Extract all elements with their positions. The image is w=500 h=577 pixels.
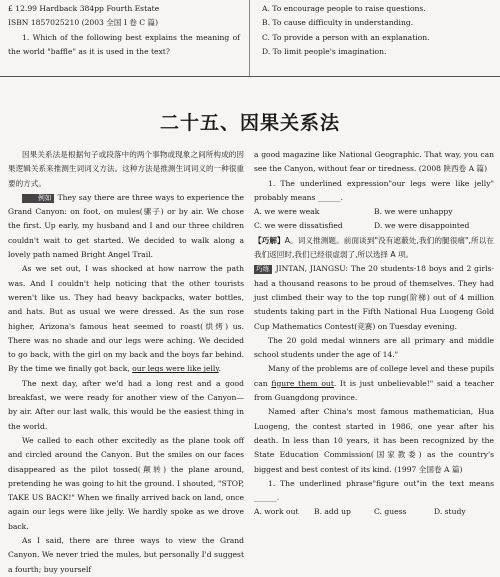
passage-p2-text: As we set out, I was shocked at how narrow the path was. And I couldn't help noticing that the other tourists weren't like us. They had heavy backpacks, water bottles, and hats. But as usual we were dressed. As the sun rose higher, Arizona's famous heat seemed to roast(烘烤) us. There was no shade and our legs were aching. We decided to go back, with the girl on my back and the boys far behind. By the time we finally got back,	[8, 264, 244, 374]
page-divider	[0, 76, 500, 77]
question-1: 1. The underlined expression"our legs were like jelly" probably means ______.	[254, 178, 494, 202]
practice-passage-p2: The 20 gold medal winners are all primary and middle school students under the age of 14."	[254, 335, 494, 360]
right-column	[254, 148, 494, 520]
passage-p3: The next day, after we'd had a long rest and a good breakfast, we were ready for another view of the Canyon—by air. After our last walk, this would be the easiest thing in the world.	[8, 378, 244, 431]
practice-passage-p1	[254, 262, 494, 333]
underlined-phrase: figure them out	[271, 378, 334, 388]
tip-label: 【巧解】	[254, 235, 285, 245]
q2-option-b: B. add up	[314, 507, 351, 517]
top-right-options	[262, 2, 492, 59]
book-price-line: £ 12.99 Hardback 384pp Fourth Estate	[8, 4, 160, 13]
practice-p1-text: JINTAN, JIANGSU: The 20 students-18 boys and 2 girls-had a thousand reasons to be proud of themselves. They had just climbed their way to the top rung(阶梯) out of 4 million students taking part in the Fifth National Hua Luogeng Gold Cup Mathematics Contest(竞赛) on Tuesday evening.	[254, 264, 494, 331]
section-title: 二十五、因果关系法	[159, 112, 340, 134]
practice-tag: 巧练	[256, 265, 270, 274]
q2-option-a: A. work out	[254, 507, 299, 517]
q1-option-b: B. we were unhappy	[374, 207, 453, 217]
passage-p2	[8, 262, 244, 376]
option-c: C. To provide a person with an explanation.	[262, 32, 430, 42]
passage-continued: a good magazine like National Geographic. That way, you can see the Canyon, without fear or tiredness. (2008 陕西卷 A 篇)	[254, 150, 494, 174]
question-2: 1. The underlined phrase"figure out"in the text means ______.	[254, 478, 494, 503]
q1-option-a: A. we were weak	[254, 207, 320, 217]
left-column	[8, 148, 244, 577]
option-d: D. To limit people's imagination.	[262, 46, 387, 56]
option-a: A. To encourage people to raise questions.	[262, 4, 426, 13]
passage-p5: As I said, there are three ways to view the Grand Canyon. We never tried the mules, but personally I'd suggest a fourth; buy yourself	[8, 536, 244, 574]
practice-passage-p4: Named after China's most famous mathematician, Hua Luogeng, the contest started in 1986, one year after his death. In less than 10 years, it has been recognized by the State Education Commission(国家教委) as the country's biggest and best contest of its kind. (1997 全国卷 A 篇)	[254, 407, 494, 474]
option-b: B. To cause difficulty in understanding.	[262, 18, 414, 28]
passage-p1	[8, 191, 244, 262]
top-question: 1. Which of the following best explains the meaning of the world "baffle" as it is used in the text?	[8, 32, 240, 56]
book-isbn-line: ISBN 1857025210 (2003 全国 I 卷 C 篇)	[8, 18, 159, 28]
passage-p2-end: .	[218, 364, 222, 374]
q2-option-c: C. guess	[374, 507, 407, 517]
q2-option-d: D. study	[434, 507, 466, 517]
q2-options	[254, 505, 494, 519]
passage-p1-text: They say there are three ways to experience the Grand Canyon: on foot, on mules(骡子) or by air. We chose the first. Up early, my husband and I and our three children couldn't wait to get started. We decided to walk along a lovely path named Bright Angel Trail.	[8, 192, 244, 260]
practice-p3-text: Many of the problems are of college level and these pupils can	[254, 364, 494, 388]
column-divider	[249, 0, 250, 77]
passage-p4: We called to each other excitedly as the plane took off and circled around the Canyon. But the smiles on our faces disappeared as the pilot tossed(颠转) the plane around, pretending he was going to hit the ground. I shouted, "STOP, TAKE US BACK!" When we finally arrived back on land, once again our legs were like jelly. We hardly spoke as we drove back.	[8, 435, 244, 531]
q1-option-c: C. we were dissatisfied	[254, 221, 343, 231]
tip-text: A。词义推测题。前面谈到"没有遮蔽处,我们的腿很痛",所以在我们返回时,我们已经很虚弱了,所以选择 A 项。	[254, 235, 495, 260]
practice-passage-p3	[254, 362, 494, 405]
answer-tip	[254, 234, 494, 263]
top-left-block	[8, 2, 240, 59]
practice-p3-end: . It is just unbelievable!" said a teacher from Guangdong province.	[254, 378, 494, 403]
q1-options-row1	[254, 205, 494, 219]
q1-options-row2	[254, 219, 494, 233]
intro-paragraph: 因果关系法是根据句子或段落中的两个事物或现象之间所构成的因果逻辑关系来推测生词词义方法。这种方法是推测生词词义的一种很重要的方式。	[8, 150, 244, 188]
underlined-expression: our legs were like jelly	[132, 364, 219, 374]
q1-option-d: D. we were disappointed	[374, 221, 470, 231]
example-tag: 例如	[22, 194, 54, 203]
